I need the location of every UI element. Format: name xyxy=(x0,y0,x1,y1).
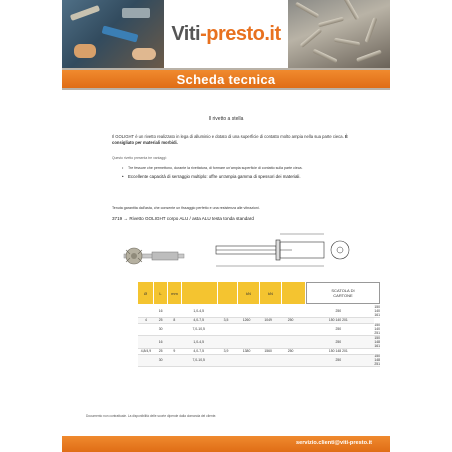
box-label: SCATOLA DI xyxy=(331,288,355,293)
rivet-photo xyxy=(122,244,202,268)
logo-main: Viti xyxy=(171,22,201,45)
table-cell xyxy=(279,305,302,318)
product-title: 3719 → Rivetto GOLIGHT corpo ALU / asta ALU testa tonda standard xyxy=(112,216,254,221)
table-cell: 1049 xyxy=(257,318,279,324)
table-cell xyxy=(168,354,182,367)
section-title: Il rivetto a stella xyxy=(208,116,244,122)
table-cell xyxy=(236,323,258,336)
rivet-drawing xyxy=(212,230,362,270)
logo-accent: -presto.it xyxy=(200,22,281,45)
intro-emphasis: È consigliato per materiali morbidi. xyxy=(112,134,348,145)
tools-photo xyxy=(62,0,164,68)
table-cell: 4,0-7,5 xyxy=(181,318,216,324)
advantages-list xyxy=(122,166,362,183)
table-cell: 250 xyxy=(302,305,374,318)
table-cell: 1,0-4,5 xyxy=(181,336,216,349)
table-cell xyxy=(138,336,154,349)
support-email-link[interactable]: servizio.clienti@viti-presto.it xyxy=(295,440,372,446)
spec-table xyxy=(138,305,380,367)
table-cell xyxy=(168,336,182,349)
intro-paragraph xyxy=(112,134,352,146)
table-cell xyxy=(216,305,236,318)
table-cell xyxy=(138,354,154,367)
intro-lead: Il GOLIGHT è un rivetto realizzato in lega di alluminio e dotato di una superficie di contatto molto ampia nella sua parte cieca. xyxy=(112,134,344,139)
table-cell xyxy=(236,354,258,367)
screws-photo xyxy=(288,0,390,68)
table-cell: 25 xyxy=(154,318,168,324)
table-cell xyxy=(257,336,279,349)
closing-paragraph: Tenuta garantita dall'asta, che consente un fissaggio perfetto e una resistenza alle vibrazioni. xyxy=(112,206,260,210)
table-cell: 4,8/4,9 xyxy=(138,349,154,355)
table-cell xyxy=(168,323,182,336)
table-cell xyxy=(257,305,279,318)
table-cell xyxy=(279,354,302,367)
table-cell: 250 xyxy=(302,354,374,367)
table-cell xyxy=(257,354,279,367)
advantages-label: Questo rivetto presenta tre vantaggi: xyxy=(112,156,167,160)
banner-title: Scheda tecnica xyxy=(176,71,276,87)
list-item: • Tre fessure che permettono, durante la rivettatura, di formare un'ampia superficie di contatto sulla parte cieca. xyxy=(122,166,362,171)
title-banner xyxy=(62,68,390,90)
table-cell xyxy=(216,323,236,336)
table-cell: 150 148 251 xyxy=(374,354,380,367)
table-cell: 4,0-7,5 xyxy=(181,349,216,355)
table-cell: 250 xyxy=(302,323,374,336)
table-row xyxy=(138,323,380,336)
table-cell: 150 140 251 xyxy=(374,323,380,336)
table-cell: 250 xyxy=(302,336,374,349)
table-row xyxy=(138,354,380,367)
table-cell xyxy=(216,336,236,349)
table-cell: 1260 xyxy=(236,318,258,324)
table-cell xyxy=(257,323,279,336)
table-cell xyxy=(279,336,302,349)
table-cell: 250 xyxy=(279,349,302,355)
table-cell xyxy=(236,305,258,318)
table-cell: 7,0-10,5 xyxy=(181,354,216,367)
table-cell: 3,9 xyxy=(216,349,236,355)
footnote: Documento non contrattuale. La disponibilità delle scorte dipende dalla domanda del cliente. xyxy=(86,414,217,418)
tensile-icon: kN xyxy=(260,282,282,304)
table-cell: 7,0-10,5 xyxy=(181,323,216,336)
table-cell xyxy=(138,323,154,336)
table-header-icons xyxy=(138,282,380,304)
table-cell: 150 148 201 xyxy=(302,349,374,355)
table-cell: 150 140 201 xyxy=(302,318,374,324)
table-cell: 25 xyxy=(154,349,168,355)
head-icon xyxy=(218,282,238,304)
table-cell: 30 xyxy=(154,323,168,336)
table-cell xyxy=(138,305,154,318)
diameter-icon: Ø xyxy=(138,282,154,304)
datasheet-page xyxy=(62,0,390,452)
table-cell: 8 xyxy=(168,318,182,324)
table-cell: 4 xyxy=(138,318,154,324)
footer xyxy=(62,436,390,452)
table-cell xyxy=(279,323,302,336)
table-cell: 16 xyxy=(154,305,168,318)
table-cell: 1,0-4,5 xyxy=(181,305,216,318)
table-cell: 9 xyxy=(168,349,182,355)
list-item: • Eccellente capacità di serraggio multiplo: offre un'ampia gamma di spessori dei materiali. xyxy=(122,174,362,180)
table-cell: 150 148 161 xyxy=(374,336,380,349)
table-row xyxy=(138,336,380,349)
table-cell: 16 xyxy=(154,336,168,349)
table-cell: 150 140 161 xyxy=(374,305,380,317)
box-note: CARTONE xyxy=(333,293,353,298)
box-icon xyxy=(306,282,380,304)
hole-icon: mm xyxy=(168,282,182,304)
table-cell: 30 xyxy=(154,354,168,367)
shear-icon: kN xyxy=(238,282,260,304)
table-cell xyxy=(216,354,236,367)
table-cell: 250 xyxy=(279,318,302,324)
table-cell xyxy=(236,336,258,349)
table-cell: 1380 xyxy=(236,349,258,355)
length-icon: L xyxy=(154,282,168,304)
table-row xyxy=(138,305,380,318)
grip-range-icon xyxy=(182,282,218,304)
table-cell: 1560 xyxy=(257,349,279,355)
table-cell: 3,5 xyxy=(216,318,236,324)
brand-logo xyxy=(164,0,288,68)
header xyxy=(62,0,390,68)
table-cell xyxy=(168,305,182,318)
quantity-icon xyxy=(282,282,306,304)
